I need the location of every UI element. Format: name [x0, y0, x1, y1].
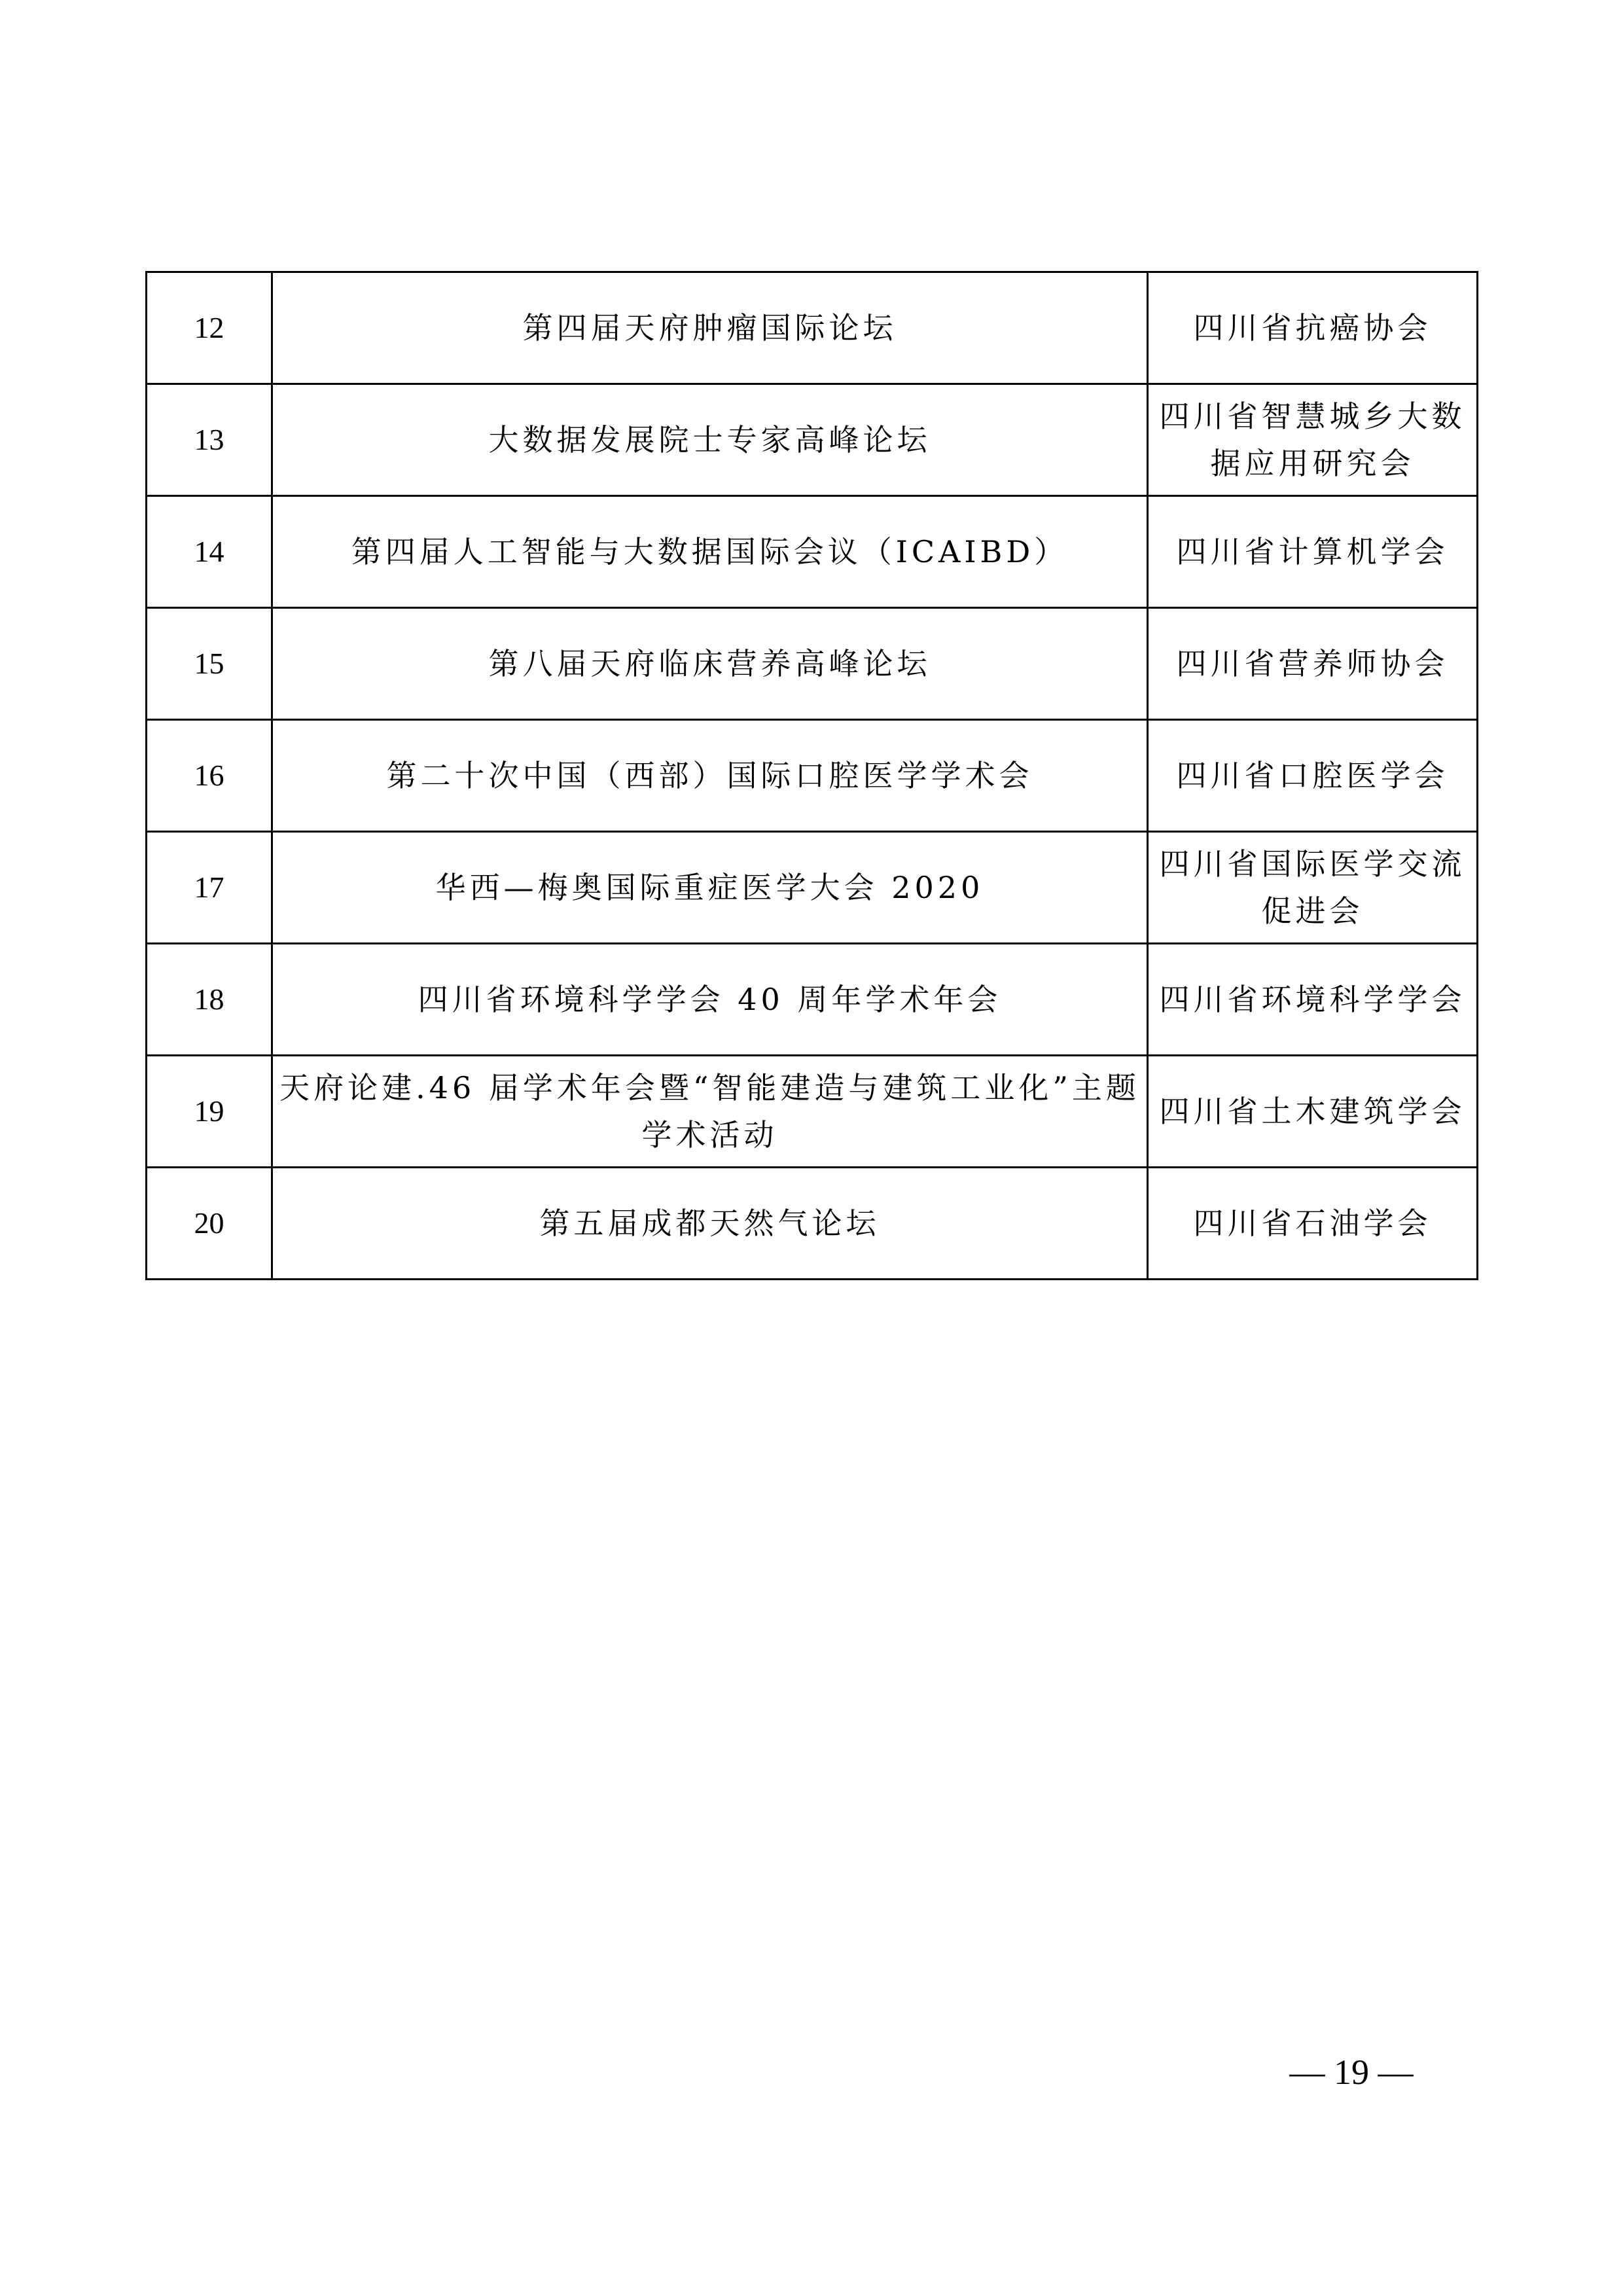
organizer: 四川省抗癌协会 — [1148, 272, 1478, 384]
events-table — [145, 271, 1478, 1280]
event-name: 四川省环境科学学会 40 周年学术年会 — [272, 944, 1148, 1056]
table-row — [147, 1168, 1478, 1280]
organizer: 四川省国际医学交流促进会 — [1148, 832, 1478, 944]
event-name: 华西—梅奥国际重症医学大会 2020 — [272, 832, 1148, 944]
table-row — [147, 384, 1478, 496]
organizer: 四川省计算机学会 — [1148, 496, 1478, 608]
table-row — [147, 1056, 1478, 1168]
table-row — [147, 720, 1478, 832]
row-number: 15 — [147, 608, 272, 720]
organizer: 四川省口腔医学会 — [1148, 720, 1478, 832]
row-number: 14 — [147, 496, 272, 608]
row-number: 12 — [147, 272, 272, 384]
event-name: 第四届天府肿瘤国际论坛 — [272, 272, 1148, 384]
event-name: 第八届天府临床营养高峰论坛 — [272, 608, 1148, 720]
organizer: 四川省营养师协会 — [1148, 608, 1478, 720]
table-row — [147, 944, 1478, 1056]
table-row — [147, 496, 1478, 608]
table-row — [147, 608, 1478, 720]
event-name: 第五届成都天然气论坛 — [272, 1168, 1148, 1280]
event-name: 天府论建.46 届学术年会暨“智能建造与建筑工业化”主题学术活动 — [272, 1056, 1148, 1168]
event-name: 大数据发展院士专家高峰论坛 — [272, 384, 1148, 496]
table-row — [147, 272, 1478, 384]
table-row — [147, 832, 1478, 944]
organizer: 四川省土木建筑学会 — [1148, 1056, 1478, 1168]
row-number: 16 — [147, 720, 272, 832]
event-name: 第四届人工智能与大数据国际会议（ICAIBD） — [272, 496, 1148, 608]
page-number: — 19 — — [1289, 2053, 1414, 2092]
row-number: 20 — [147, 1168, 272, 1280]
row-number: 18 — [147, 944, 272, 1056]
row-number: 19 — [147, 1056, 272, 1168]
event-name: 第二十次中国（西部）国际口腔医学学术会 — [272, 720, 1148, 832]
organizer: 四川省环境科学学会 — [1148, 944, 1478, 1056]
organizer: 四川省石油学会 — [1148, 1168, 1478, 1280]
organizer: 四川省智慧城乡大数据应用研究会 — [1148, 384, 1478, 496]
row-number: 17 — [147, 832, 272, 944]
row-number: 13 — [147, 384, 272, 496]
